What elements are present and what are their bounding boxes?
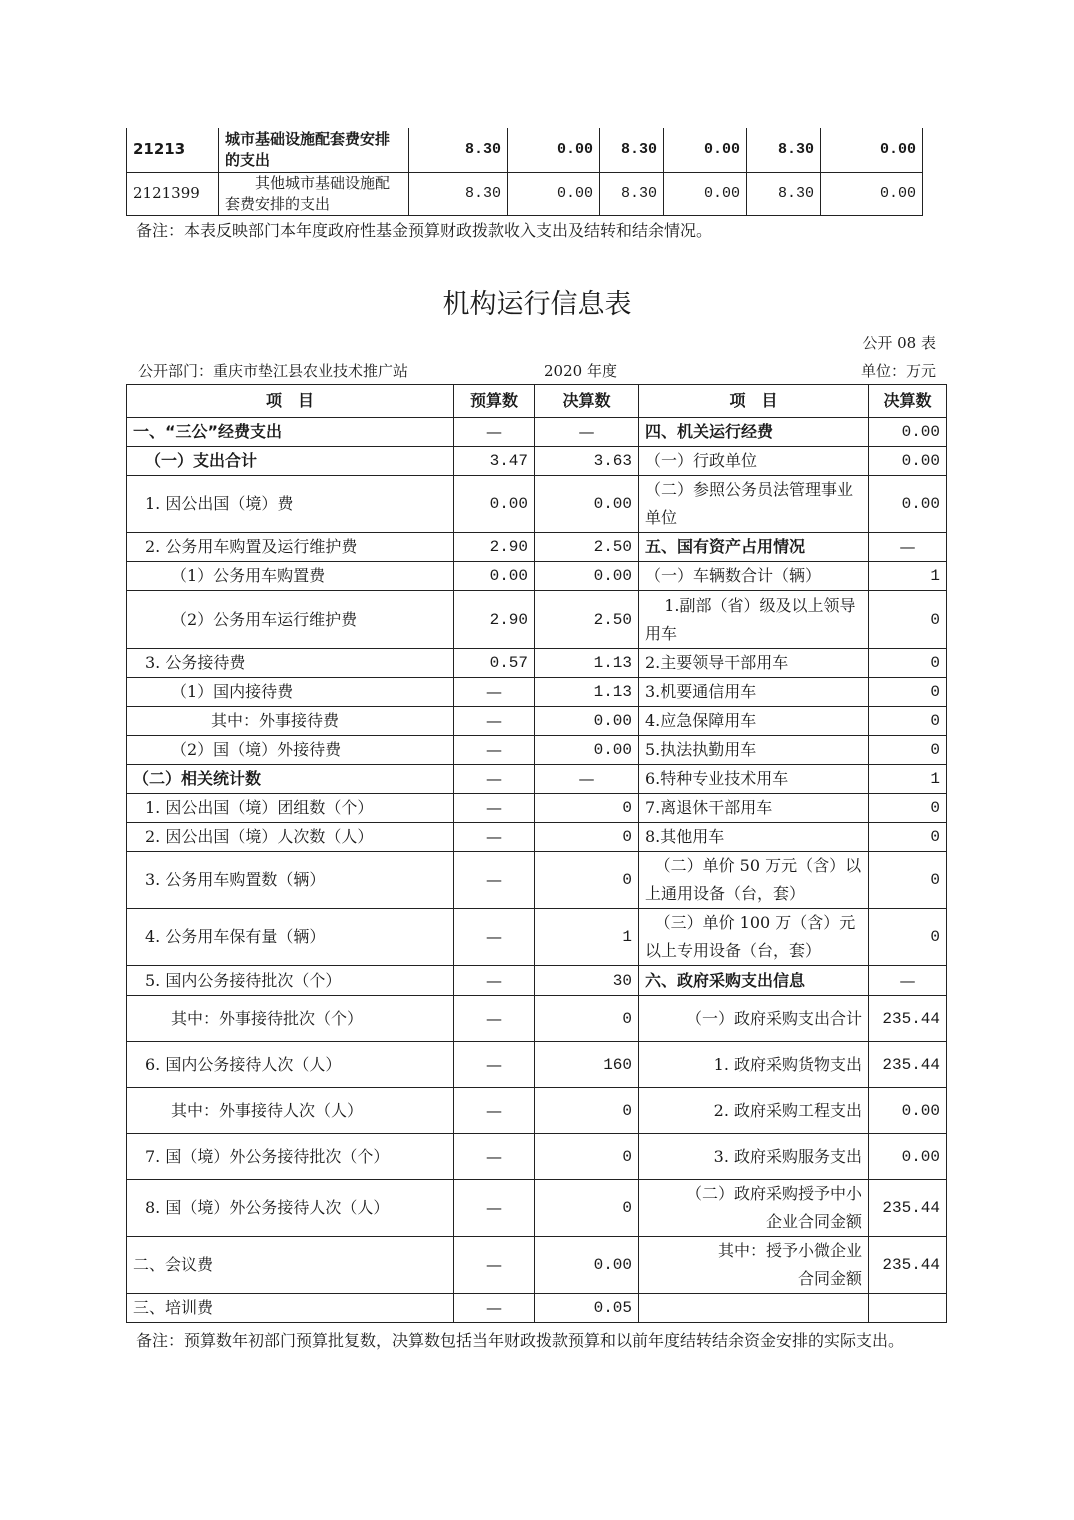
row-value: 0.00	[508, 128, 600, 172]
row-value: 0.00	[508, 172, 600, 215]
final-value: 0.00	[535, 562, 639, 591]
column-header: 预算数	[454, 385, 535, 418]
budget-value: 3.47	[454, 447, 535, 476]
budget-value: —	[454, 1088, 535, 1134]
column-header: 项 目	[639, 385, 869, 418]
right-item	[639, 1294, 869, 1323]
right-final-value: 235.44	[869, 1237, 947, 1294]
right-final-value: 0	[869, 678, 947, 707]
prev-table-row	[127, 128, 923, 172]
final-value: 1	[535, 909, 639, 966]
right-item: （一）车辆数合计（辆）	[639, 562, 869, 591]
table-row	[127, 447, 947, 476]
right-final-value: 0.00	[869, 1088, 947, 1134]
budget-value: 0.57	[454, 649, 535, 678]
right-item: 1. 政府采购货物支出	[639, 1042, 869, 1088]
right-item: （三）单价 100 万（含）元以上专用设备（台，套）	[639, 909, 869, 966]
right-final-value: 0	[869, 591, 947, 649]
table-row	[127, 649, 947, 678]
row-value: 8.30	[600, 172, 664, 215]
final-value: 0.05	[535, 1294, 639, 1323]
right-item: 2. 政府采购工程支出	[639, 1088, 869, 1134]
table-row	[127, 1134, 947, 1180]
final-value: 0	[535, 1180, 639, 1237]
right-final-value: 0.00	[869, 476, 947, 533]
right-item: 6.特种专业技术用车	[639, 765, 869, 794]
final-value: 160	[535, 1042, 639, 1088]
right-item: 六、政府采购支出信息	[639, 966, 869, 996]
department: 公开部门：重庆市垫江县农业技术推广站	[138, 362, 409, 380]
table-row	[127, 823, 947, 852]
budget-value: —	[454, 996, 535, 1042]
left-item: （1）公务用车购置费	[127, 562, 454, 591]
right-item: 3.机要通信用车	[639, 678, 869, 707]
budget-value: —	[454, 765, 535, 794]
budget-value: —	[454, 966, 535, 996]
row-value: 8.30	[409, 172, 508, 215]
table-row	[127, 707, 947, 736]
row-value: 0.00	[664, 128, 747, 172]
budget-value: —	[454, 852, 535, 909]
page-title: 机构运行信息表	[442, 289, 632, 320]
budget-value: —	[454, 1134, 535, 1180]
table-row	[127, 476, 947, 533]
table-row	[127, 1088, 947, 1134]
final-value: —	[535, 418, 639, 447]
right-final-value: 0	[869, 736, 947, 765]
row-value: 8.30	[600, 128, 664, 172]
right-item: （二）政府采购授予中小企业合同金额	[639, 1180, 869, 1237]
final-value: 0.00	[535, 736, 639, 765]
unit-label: 单位：万元	[860, 362, 936, 380]
table-row	[127, 1237, 947, 1294]
right-item: （一）行政单位	[639, 447, 869, 476]
right-item: 其中：授予小微企业合同金额	[639, 1237, 869, 1294]
right-item: 8.其他用车	[639, 823, 869, 852]
budget-value: —	[454, 909, 535, 966]
budget-value: 2.90	[454, 533, 535, 562]
right-final-value: 0	[869, 823, 947, 852]
budget-value: —	[454, 1294, 535, 1323]
row-value: 0.00	[821, 128, 923, 172]
left-item: （一）支出合计	[127, 447, 454, 476]
table-row	[127, 591, 947, 649]
right-item: 3. 政府采购服务支出	[639, 1134, 869, 1180]
final-value: 1.13	[535, 678, 639, 707]
table-row	[127, 1180, 947, 1237]
left-item: 5. 国内公务接待批次（个）	[127, 966, 454, 996]
budget-value: —	[454, 823, 535, 852]
left-item: 一、“三公”经费支出	[127, 418, 454, 447]
row-value: 8.30	[747, 172, 821, 215]
final-value: 0.00	[535, 1237, 639, 1294]
right-item: 2.主要领导干部用车	[639, 649, 869, 678]
right-item: （一）政府采购支出合计	[639, 996, 869, 1042]
final-value: 0.00	[535, 476, 639, 533]
table-row	[127, 1042, 947, 1088]
right-final-value: 0	[869, 649, 947, 678]
left-item: 三、培训费	[127, 1294, 454, 1323]
final-value: 0	[535, 996, 639, 1042]
final-value: 0	[535, 1134, 639, 1180]
left-item: 1. 因公出国（境）费	[127, 476, 454, 533]
table-row	[127, 966, 947, 996]
right-item: （二）单价 50 万元（含）以上通用设备（台，套）	[639, 852, 869, 909]
table-row	[127, 794, 947, 823]
left-item: 其中：外事接待人次（人）	[127, 1088, 454, 1134]
prev-table-row	[127, 172, 923, 215]
left-item: 7. 国（境）外公务接待批次（个）	[127, 1134, 454, 1180]
left-item: 2. 因公出国（境）人次数（人）	[127, 823, 454, 852]
column-header: 决算数	[535, 385, 639, 418]
row-value: 0.00	[664, 172, 747, 215]
budget-value: —	[454, 794, 535, 823]
right-item: 4.应急保障用车	[639, 707, 869, 736]
table-row	[127, 533, 947, 562]
right-final-value: 0.00	[869, 447, 947, 476]
right-final-value: 0	[869, 794, 947, 823]
right-item: 五、国有资产占用情况	[639, 533, 869, 562]
right-final-value	[869, 1294, 947, 1323]
left-item: （2）公务用车运行维护费	[127, 591, 454, 649]
left-item: 8. 国（境）外公务接待人次（人）	[127, 1180, 454, 1237]
table-row	[127, 909, 947, 966]
right-final-value: —	[869, 533, 947, 562]
column-header: 项 目	[127, 385, 454, 418]
left-item: 4. 公务用车保有量（辆）	[127, 909, 454, 966]
left-item: 2. 公务用车购置及运行维护费	[127, 533, 454, 562]
left-item: 1. 因公出国（境）团组数（个）	[127, 794, 454, 823]
table-row	[127, 562, 947, 591]
budget-value: —	[454, 678, 535, 707]
final-value: 0	[535, 1088, 639, 1134]
right-final-value: 235.44	[869, 996, 947, 1042]
prev-table-note: 备注：本表反映部门本年度政府性基金预算财政拨款收入支出及结转和结余情况。	[136, 221, 713, 240]
left-item: 6. 国内公务接待人次（人）	[127, 1042, 454, 1088]
right-item: 5.执法执勤用车	[639, 736, 869, 765]
row-value: 8.30	[409, 128, 508, 172]
left-item: 二、会议费	[127, 1237, 454, 1294]
column-header: 决算数	[869, 385, 947, 418]
final-value: 2.50	[535, 591, 639, 649]
budget-value: —	[454, 707, 535, 736]
table-row	[127, 1294, 947, 1323]
right-final-value: 235.44	[869, 1042, 947, 1088]
row-name: 其他城市基础设施配套费安排的支出	[219, 172, 409, 215]
right-final-value: 235.44	[869, 1180, 947, 1237]
table-row	[127, 765, 947, 794]
budget-value: —	[454, 1042, 535, 1088]
right-item: 1.副部（省）级及以上领导用车	[639, 591, 869, 649]
table-row	[127, 996, 947, 1042]
right-final-value: 0	[869, 909, 947, 966]
right-final-value: 1	[869, 562, 947, 591]
left-item: 3. 公务用车购置数（辆）	[127, 852, 454, 909]
table-note: 备注：预算数年初部门预算批复数，决算数包括当年财政拨款预算和以前年度结转结余资金安排的实际支出。	[136, 1331, 905, 1350]
right-item: （二）参照公务员法管理事业单位	[639, 476, 869, 533]
budget-value: 2.90	[454, 591, 535, 649]
right-final-value: 1	[869, 765, 947, 794]
left-item: （2）国（境）外接待费	[127, 736, 454, 765]
right-final-value: 0	[869, 852, 947, 909]
info-table	[126, 384, 947, 1323]
left-item: 其中：外事接待批次（个）	[127, 996, 454, 1042]
final-value: 2.50	[535, 533, 639, 562]
final-value: 0	[535, 823, 639, 852]
right-item: 四、机关运行经费	[639, 418, 869, 447]
row-value: 8.30	[747, 128, 821, 172]
table-number: 公开 08 表	[862, 334, 936, 352]
final-value: —	[535, 765, 639, 794]
budget-value: —	[454, 736, 535, 765]
left-item: （二）相关统计数	[127, 765, 454, 794]
table-row	[127, 418, 947, 447]
final-value: 3.63	[535, 447, 639, 476]
final-value: 30	[535, 966, 639, 996]
left-item: 3. 公务接待费	[127, 649, 454, 678]
budget-value: 0.00	[454, 476, 535, 533]
fiscal-year: 2020 年度	[544, 362, 617, 380]
table-row	[127, 678, 947, 707]
right-final-value: 0.00	[869, 1134, 947, 1180]
budget-value: —	[454, 1180, 535, 1237]
table-header-row	[127, 385, 947, 418]
table-row	[127, 852, 947, 909]
budget-value: —	[454, 1237, 535, 1294]
right-final-value: 0.00	[869, 418, 947, 447]
row-code: 2121399	[127, 172, 219, 215]
final-value: 0.00	[535, 707, 639, 736]
row-code: 21213	[127, 128, 219, 172]
budget-value: 0.00	[454, 562, 535, 591]
left-item: 其中：外事接待费	[127, 707, 454, 736]
prev-table	[126, 128, 923, 216]
table-row	[127, 736, 947, 765]
right-item: 7.离退休干部用车	[639, 794, 869, 823]
row-name: 城市基础设施配套费安排的支出	[219, 128, 409, 172]
right-final-value: 0	[869, 707, 947, 736]
final-value: 1.13	[535, 649, 639, 678]
budget-value: —	[454, 418, 535, 447]
final-value: 0	[535, 794, 639, 823]
final-value: 0	[535, 852, 639, 909]
row-value: 0.00	[821, 172, 923, 215]
right-final-value: —	[869, 966, 947, 996]
left-item: （1）国内接待费	[127, 678, 454, 707]
